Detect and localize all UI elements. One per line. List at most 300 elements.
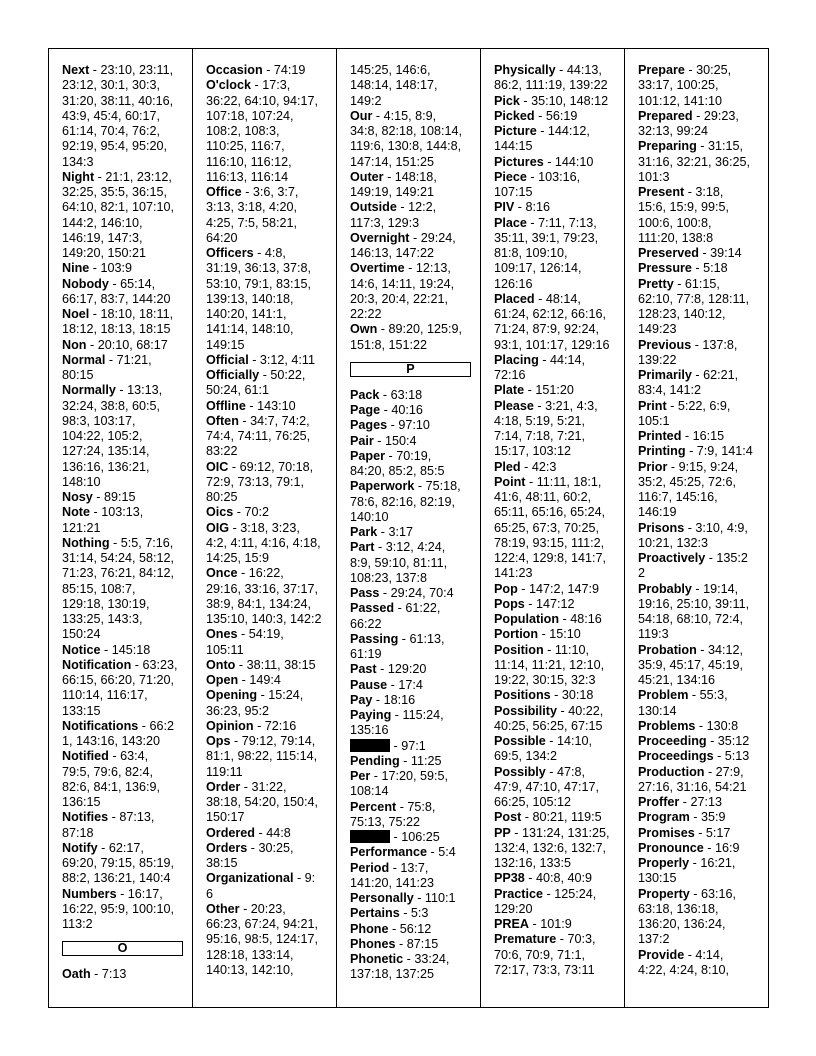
index-term: Possibly bbox=[494, 764, 546, 779]
index-term: Positions bbox=[494, 688, 551, 703]
page-references: 34:7, 74:2, 74:4, 74:11, 76:25, 83:22 bbox=[206, 413, 311, 459]
page-references: 21:1, 23:12, 32:25, 35:5, 36:15, 64:10, 82:1, 107:10, 144:2, 146:10, 146:19, 147:3, 149:20, 150:21 bbox=[62, 169, 175, 260]
page-references: 38:11, 38:15 bbox=[246, 657, 316, 672]
page-references: 40:22, 40:25, 56:25, 67:15 bbox=[494, 703, 604, 733]
index-entry: Printing - 7:9, 141:4 bbox=[638, 444, 753, 459]
index-entry: Period - 13:7, 141:20, 141:23 bbox=[350, 860, 435, 890]
page-references: 11:11, 18:1, 41:6, 48:11, 60:2, 65:11, 65:16, 65:24, 65:25, 67:3, 70:25, 78:19, 93:15, 111:2, 122:4, 129:8, 141:7, 141:23 bbox=[494, 474, 607, 581]
page-references: 20:10, 68:17 bbox=[97, 337, 168, 352]
index-entry: - 97:1 bbox=[350, 739, 480, 754]
page-references: 16:22, 29:16, 33:16, 37:17, 38:9, 84:1, 134:24, 135:10, 140:3, 142:2 bbox=[206, 566, 322, 626]
page-references: 18:10, 18:11, 18:12, 18:13, 18:15 bbox=[62, 307, 174, 337]
index-term: Pressure bbox=[638, 261, 692, 276]
page-references: 27:13 bbox=[690, 795, 723, 809]
index-entry: Passed - 61:22, 66:22 bbox=[350, 601, 441, 631]
index-entry: Point - 11:11, 18:1, 41:6, 48:11, 60:2, 65:11, 65:16, 65:24, 65:25, 67:3, 70:25, 78:19, 93:15, 111:2, 122:4, 129:8, 141:7, 141:23 bbox=[494, 474, 607, 581]
index-entry: Pack - 63:18 bbox=[350, 387, 423, 402]
index-entry: Nobody - 65:14, 66:17, 83:7, 144:20 bbox=[62, 276, 171, 306]
page-references: 4:8, 31:19, 36:13, 37:8, 53:10, 79:1, 83:15, 139:13, 140:18, 140:20, 141:1, 141:14, 148:10, 149:15 bbox=[206, 246, 312, 352]
page-references: 61:22, 66:22 bbox=[350, 601, 441, 631]
page-references: 34:12, 35:9, 45:17, 45:19, 45:21, 134:16 bbox=[638, 642, 744, 687]
index-term: Paying bbox=[350, 708, 392, 722]
index-entry: Pictures - 144:10 bbox=[494, 154, 594, 169]
page-references: 12:2, 117:3, 129:3 bbox=[350, 200, 437, 230]
page-references: 20:23, 66:23, 67:24, 94:21, 95:16, 98:5, 124:17, 128:18, 133:14, 140:13, 142:10, bbox=[206, 901, 319, 977]
index-term: Production bbox=[638, 764, 705, 779]
index-term: Pages bbox=[350, 418, 388, 433]
page-references: 71:21, 80:15 bbox=[62, 352, 152, 382]
index-entry: Position - 11:10, 11:14, 11:21, 12:10, 19:22, 30:15, 32:3 bbox=[494, 642, 605, 687]
page-references: 103:13, 121:21 bbox=[62, 505, 144, 535]
index-column bbox=[49, 49, 193, 1007]
index-term: Promises bbox=[638, 825, 695, 840]
page-references: 30:25, 38:15 bbox=[206, 840, 294, 870]
index-entry: Preserved - 39:14 bbox=[638, 246, 742, 260]
page-references: 106:25 bbox=[401, 830, 440, 844]
page-references: 3:18, 15:6, 15:9, 99:5, 100:6, 100:8, 111:20, 138:8 bbox=[638, 185, 730, 245]
index-term: Population bbox=[494, 612, 560, 626]
index-term: Personally bbox=[350, 891, 414, 905]
index-entry: Oath - 7:13 bbox=[62, 967, 127, 982]
index-term: Pending bbox=[350, 753, 400, 768]
page-references: 74:19 bbox=[273, 63, 306, 77]
index-entry: Onto - 38:11, 38:15 bbox=[206, 657, 316, 672]
index-entry: Own - 89:20, 125:9, 151:8, 151:22 bbox=[350, 322, 463, 352]
page-references: 50:22, 50:24, 61:1 bbox=[206, 368, 306, 398]
page-references: 35:12 bbox=[717, 734, 750, 748]
index-entry: Noel - 18:10, 18:11, 18:12, 18:13, 18:15 bbox=[62, 307, 174, 337]
index-term: Noel bbox=[62, 307, 90, 321]
index-term: Part bbox=[350, 540, 375, 555]
index-entry: Official - 3:12, 4:11 bbox=[206, 352, 315, 367]
index-entry: Proceedings - 5:13 bbox=[638, 749, 750, 764]
index-entry: O'clock - 17:3, 36:22, 64:10, 94:17, 107:18, 107:24, 108:2, 108:3, 110:25, 116:7, 116:10, 116:12, 116:13, 116:14 bbox=[206, 78, 319, 184]
index-term: Offline bbox=[206, 398, 246, 413]
page-references: 3:10, 4:9, 10:21, 132:3 bbox=[638, 520, 748, 550]
page-references: 4:15, 8:9, 34:8, 82:18, 108:14, 119:6, 130:8, 144:8, 147:14, 151:25 bbox=[350, 108, 463, 169]
index-entry: Printed - 16:15 bbox=[638, 429, 725, 443]
index-entry: Pick - 35:10, 148:12 bbox=[494, 93, 609, 108]
index-term: Officially bbox=[206, 368, 260, 382]
index-entry: Organizational - 9: 6 bbox=[206, 871, 316, 901]
page-references: 27:9, 27:16, 31:16, 54:21 bbox=[638, 764, 747, 794]
index-entry: Ones - 54:19, 105:11 bbox=[206, 627, 284, 657]
index-term: Non bbox=[62, 337, 87, 352]
index-term: Open bbox=[206, 673, 239, 687]
page-references: 17:20, 59:5, 108:14 bbox=[350, 769, 449, 799]
index-entry: Possibly - 47:8, 47:9, 47:10, 47:17, 66:25, 105:12 bbox=[494, 764, 600, 809]
index-column bbox=[481, 49, 625, 1007]
index-entry: Ops - 79:12, 79:14, 81:1, 98:22, 115:14, 119:11 bbox=[206, 734, 318, 779]
index-term: Plate bbox=[494, 383, 525, 398]
index-term: Own bbox=[350, 322, 378, 337]
index-term: Overtime bbox=[350, 261, 405, 276]
index-entry: Night - 21:1, 23:12, 32:25, 35:5, 36:15, 64:10, 82:1, 107:10, 144:2, 146:10, 146:19, 147:3, 149:20, 150:21 bbox=[62, 169, 175, 260]
page-references: 19:14, 19:16, 25:10, 39:11, 54:18, 68:10, 72:4, 119:3 bbox=[638, 581, 750, 642]
index-entry: - 106:25 bbox=[350, 830, 480, 845]
index-term: Notifications bbox=[62, 718, 139, 733]
page-references: 137:8, 139:22 bbox=[638, 337, 738, 367]
index-term: Property bbox=[638, 886, 690, 901]
index-entry: Picture - 144:12, 144:15 bbox=[494, 124, 590, 154]
page-references: 130:8 bbox=[706, 718, 739, 733]
index-entry: Paying - 115:24, 135:16 bbox=[350, 708, 444, 738]
index-term: Nothing bbox=[62, 535, 110, 550]
page-references: 145:25, 146:6, 148:14, 148:17, 149:2 bbox=[350, 63, 438, 108]
index-entry: Print - 5:22, 6:9, 105:1 bbox=[638, 398, 731, 428]
index-entry: Overtime - 12:13, 14:6, 14:11, 19:24, 20:3, 20:4, 22:21, 22:22 bbox=[350, 261, 455, 321]
index-term: Phones bbox=[350, 936, 396, 951]
page-references: 23:10, 23:11, 23:12, 30:1, 30:3, 31:20, 38:11, 40:16, 43:9, 45:4, 60:17, 61:14, 70:4, 76:2, 92:19, 95:4, 95:20, 134:3 bbox=[62, 63, 174, 169]
index-entry: Pages - 97:10 bbox=[350, 418, 430, 433]
page-references: 5:3 bbox=[410, 906, 429, 921]
index-entry: Notifications - 66:2 1, 143:16, 143:20 bbox=[62, 718, 174, 748]
index-term: Point bbox=[494, 474, 526, 489]
index-term: Numbers bbox=[62, 886, 117, 901]
index-term: Pops bbox=[494, 596, 525, 611]
page-references: 35:10, 148:12 bbox=[531, 93, 609, 108]
section-letter-header: P bbox=[350, 362, 471, 377]
page-references: 144:12, 144:15 bbox=[494, 124, 590, 154]
page-references: 30:18 bbox=[561, 688, 594, 703]
index-term: Pair bbox=[350, 433, 374, 448]
page-references: 5:22, 6:9, 105:1 bbox=[638, 398, 731, 428]
page-references: 87:13, 87:18 bbox=[62, 810, 155, 840]
index-term: Proffer bbox=[638, 795, 680, 809]
index-entry: Possible - 14:10, 69:5, 134:2 bbox=[494, 734, 593, 764]
index-entry: Proceeding - 35:12 bbox=[638, 734, 750, 748]
index-term: Onto bbox=[206, 657, 236, 672]
index-entry: Opinion - 72:16 bbox=[206, 718, 297, 733]
page-references: 3:12, 4:24, 8:9, 59:10, 81:11, 108:23, 137:8 bbox=[350, 540, 448, 585]
index-term: Probation bbox=[638, 642, 697, 657]
page-references: 48:16 bbox=[570, 612, 602, 626]
page-references: 131:24, 131:25, 132:4, 132:6, 132:7, 132:16, 133:5 bbox=[494, 825, 610, 870]
page-references: 79:12, 79:14, 81:1, 98:22, 115:14, 119:11 bbox=[206, 734, 318, 779]
page-references: 44:13, 86:2, 111:19, 139:22 bbox=[494, 63, 608, 93]
index-term: Notification bbox=[62, 657, 132, 672]
page-references: 13:13, 32:24, 38:8, 60:5, 98:3, 103:17, 104:22, 105:2, 127:24, 135:14, 136:16, 136:21, 148:10 bbox=[62, 383, 163, 489]
index-entry: Outside - 12:2, 117:3, 129:3 bbox=[350, 200, 437, 230]
index-entry: Notifies - 87:13, 87:18 bbox=[62, 810, 155, 840]
index-entry: Prepare - 30:25, 33:17, 100:25, 101:12, 141:10 bbox=[638, 63, 732, 108]
index-entry: Problems - 130:8 bbox=[638, 718, 739, 733]
page-references: 16:15 bbox=[692, 429, 725, 443]
index-term: Pretty bbox=[638, 276, 674, 291]
index-term: Nine bbox=[62, 261, 90, 276]
index-term: Prepared bbox=[638, 108, 693, 123]
index-term: Prior bbox=[638, 459, 668, 474]
page-references: 150:4 bbox=[385, 433, 417, 448]
index-entry: OIC - 69:12, 70:18, 72:9, 73:13, 79:1, 80:25 bbox=[206, 459, 314, 504]
page-references: 16:21, 130:15 bbox=[638, 856, 736, 886]
index-entry: Often - 34:7, 74:2, 74:4, 74:11, 76:25, 83:22 bbox=[206, 413, 311, 459]
page-references: 44:14, 72:16 bbox=[494, 352, 586, 382]
index-term: Often bbox=[206, 413, 239, 428]
page-references: 33:24, 137:18, 137:25 bbox=[350, 952, 450, 982]
index-entry bbox=[350, 63, 480, 109]
index-entry: Pressure - 5:18 bbox=[638, 261, 728, 276]
index-term: O'clock bbox=[206, 78, 251, 93]
index-entry: Officers - 4:8, 31:19, 36:13, 37:8, 53:10, 79:1, 83:15, 139:13, 140:18, 140:20, 141:1, 141:14, 148:10, 149:15 bbox=[206, 246, 312, 352]
page-references: 17:4 bbox=[398, 677, 423, 692]
index-entry: Overnight - 29:24, 146:13, 147:22 bbox=[350, 230, 456, 260]
page-references: 145:18 bbox=[111, 642, 151, 657]
redaction-bar bbox=[350, 739, 390, 752]
index-entry: Per - 17:20, 59:5, 108:14 bbox=[350, 769, 449, 799]
page-references: 101:9 bbox=[540, 917, 572, 931]
index-entry: Possibility - 40:22, 40:25, 56:25, 67:15 bbox=[494, 703, 604, 733]
index-term: Placed bbox=[494, 291, 535, 306]
index-term: Problem bbox=[638, 688, 689, 703]
index-entry: Placing - 44:14, 72:16 bbox=[494, 352, 586, 382]
index-term: Print bbox=[638, 398, 667, 413]
page-references: 13:7, 141:20, 141:23 bbox=[350, 860, 435, 890]
index-term: PP bbox=[494, 825, 511, 840]
page-references: 144:10 bbox=[554, 154, 594, 169]
index-entry: Provide - 4:14, 4:22, 4:24, 8:10, bbox=[638, 947, 730, 977]
index-term: Office bbox=[206, 185, 242, 199]
index-entry: Portion - 15:10 bbox=[494, 627, 581, 642]
page-references: 30:25, 33:17, 100:25, 101:12, 141:10 bbox=[638, 63, 732, 108]
index-entry: Previous - 137:8, 139:22 bbox=[638, 337, 738, 367]
index-term: Possible bbox=[494, 734, 546, 748]
index-entry: Notify - 62:17, 69:20, 79:15, 85:19, 88:2, 136:21, 140:4 bbox=[62, 840, 175, 886]
index-term: Past bbox=[350, 662, 377, 677]
index-entry: Property - 63:16, 63:18, 136:18, 136:20, 136:24, 137:2 bbox=[638, 886, 737, 947]
index-entry: PP - 131:24, 131:25, 132:4, 132:6, 132:7, 132:16, 133:5 bbox=[494, 825, 610, 870]
index-term: Our bbox=[350, 108, 373, 123]
index-term: Piece bbox=[494, 169, 527, 184]
index-term: Please bbox=[494, 398, 534, 413]
index-entry: Notified - 63:4, 79:5, 79:6, 82:4, 82:6, 84:1, 136:9, 136:15 bbox=[62, 749, 161, 809]
page-references: 63:4, 79:5, 79:6, 82:4, 82:6, 84:1, 136:9, 136:15 bbox=[62, 749, 161, 809]
page-references: 14:10, 69:5, 134:2 bbox=[494, 734, 593, 764]
index-entry: Paperwork - 75:18, 78:6, 82:16, 82:19, 140:10 bbox=[350, 479, 461, 524]
index-term: Official bbox=[206, 352, 249, 367]
index-entry: Place - 7:11, 7:13, 35:11, 39:1, 79:23, 81:8, 109:10, 109:17, 126:14, 126:16 bbox=[494, 215, 599, 291]
page-references: 5:17 bbox=[705, 825, 731, 840]
index-term: Period bbox=[350, 860, 390, 875]
index-entry: Non - 20:10, 68:17 bbox=[62, 337, 168, 352]
index-entry: Pretty - 61:15, 62:10, 77:8, 128:11, 128:23, 140:12, 149:23 bbox=[638, 276, 750, 337]
index-entry: Past - 129:20 bbox=[350, 662, 427, 677]
index-entry: Primarily - 62:21, 83:4, 141:2 bbox=[638, 368, 739, 398]
index-term: PIV bbox=[494, 200, 515, 215]
index-entry: Nothing - 5:5, 7:16, 31:14, 54:24, 58:12, 71:23, 76:21, 84:12, 85:15, 108:7, 129:18, 130:19, 133:25, 143:3, 150:24 bbox=[62, 535, 175, 642]
page-references: 40:16 bbox=[391, 403, 423, 417]
index-term: Once bbox=[206, 566, 238, 581]
index-term: Previous bbox=[638, 337, 692, 352]
index-term: Outer bbox=[350, 169, 384, 184]
index-entry: PREA - 101:9 bbox=[494, 917, 572, 931]
index-term: Preserved bbox=[638, 246, 699, 260]
index-term: Park bbox=[350, 525, 378, 539]
index-term: Page bbox=[350, 403, 381, 417]
index-term: Outside bbox=[350, 200, 397, 215]
index-term: PREA bbox=[494, 917, 529, 931]
page-references: 75:8, 75:13, 75:22 bbox=[350, 799, 436, 829]
index-term: OIG bbox=[206, 520, 230, 535]
index-term: Pack bbox=[350, 387, 380, 402]
index-entry: Premature - 70:3, 70:6, 70:9, 71:1, 72:17, 73:3, 73:11 bbox=[494, 932, 596, 977]
index-entry: Prepared - 29:23, 32:13, 99:24 bbox=[638, 108, 739, 138]
index-term: Placing bbox=[494, 352, 539, 367]
index-term: Pop bbox=[494, 581, 518, 596]
index-entry: Notification - 63:23, 66:15, 66:20, 71:20, 110:14, 116:17, 133:15 bbox=[62, 657, 178, 718]
page-references: 44:8 bbox=[266, 825, 291, 840]
page-references: 31:15, 31:16, 32:21, 36:25, 101:3 bbox=[638, 139, 751, 184]
index-entry: Ordered - 44:8 bbox=[206, 825, 291, 840]
index-entry: Prior - 9:15, 9:24, 35:2, 45:25, 72:6, 116:7, 145:16, 146:19 bbox=[638, 459, 739, 520]
index-term: Picked bbox=[494, 108, 535, 123]
index-term: Performance bbox=[350, 845, 427, 860]
index-term: Passing bbox=[350, 631, 399, 646]
index-term: Pertains bbox=[350, 906, 400, 921]
index-entry: Phones - 87:15 bbox=[350, 936, 439, 951]
index-entry: Practice - 125:24, 129:20 bbox=[494, 886, 597, 916]
index-entry: Passing - 61:13, 61:19 bbox=[350, 631, 445, 661]
index-term: Pick bbox=[494, 93, 520, 108]
index-term: Night bbox=[62, 169, 95, 184]
index-term: Primarily bbox=[638, 368, 692, 382]
index-term: Place bbox=[494, 215, 527, 230]
index-entry: Preparing - 31:15, 31:16, 32:21, 36:25, 101:3 bbox=[638, 139, 751, 184]
index-term: Picture bbox=[494, 124, 537, 138]
index-term: Position bbox=[494, 642, 544, 657]
index-entry: Pending - 11:25 bbox=[350, 753, 442, 768]
index-term: Probably bbox=[638, 581, 692, 596]
index-entry: Paper - 70:19, 84:20, 85:2, 85:5 bbox=[350, 448, 445, 478]
page-references: 8:16 bbox=[525, 200, 551, 215]
index-entry: Picked - 56:19 bbox=[494, 108, 578, 123]
index-term: Opinion bbox=[206, 718, 254, 733]
index-entry: Physically - 44:13, 86:2, 111:19, 139:22 bbox=[494, 63, 608, 93]
page-references: 135:2 2 bbox=[638, 551, 748, 581]
page-references: 63:16, 63:18, 136:18, 136:20, 136:24, 137:2 bbox=[638, 886, 737, 947]
page-references: 89:15 bbox=[104, 490, 136, 504]
page-references: 40:8, 40:9 bbox=[536, 871, 593, 886]
page-references: 5:13 bbox=[724, 749, 750, 764]
page-references: 29:24, 146:13, 147:22 bbox=[350, 230, 456, 260]
index-entry: Order - 31:22, 38:18, 54:20, 150:4, 150:17 bbox=[206, 779, 319, 825]
page-references: 9:15, 9:24, 35:2, 45:25, 72:6, 116:7, 145:16, 146:19 bbox=[638, 459, 739, 520]
page-references: 4:14, 4:22, 4:24, 8:10, bbox=[638, 947, 730, 977]
index-entry: Orders - 30:25, 38:15 bbox=[206, 840, 294, 870]
index-entry: Performance - 5:4 bbox=[350, 845, 456, 860]
index-term: Pause bbox=[350, 677, 388, 692]
page-references: 11:25 bbox=[410, 753, 442, 768]
index-term: Overnight bbox=[350, 230, 410, 245]
page-references: 54:19, 105:11 bbox=[206, 627, 284, 657]
index-entry: Percent - 75:8, 75:13, 75:22 bbox=[350, 799, 436, 829]
index-term: Proactively bbox=[638, 551, 706, 565]
page-references: 48:14, 61:24, 62:12, 66:16, 71:24, 87:9, 92:24, 93:1, 101:17, 129:16 bbox=[494, 291, 610, 352]
page-references: 3:17 bbox=[388, 525, 414, 539]
index-term: Properly bbox=[638, 856, 690, 870]
index-entry: PIV - 8:16 bbox=[494, 200, 551, 215]
index-term: Physically bbox=[494, 63, 556, 77]
index-term: Notified bbox=[62, 749, 109, 764]
redaction-bar bbox=[350, 830, 390, 843]
index-entry: Note - 103:13, 121:21 bbox=[62, 505, 144, 535]
page-references: 97:1 bbox=[401, 738, 426, 753]
page-references: 62:17, 69:20, 79:15, 85:19, 88:2, 136:21, 140:4 bbox=[62, 840, 175, 886]
index-term: Paper bbox=[350, 448, 386, 463]
index-entry: Officially - 50:22, 50:24, 61:1 bbox=[206, 368, 306, 398]
index-column bbox=[193, 49, 337, 1007]
page-references: 61:15, 62:10, 77:8, 128:11, 128:23, 140:12, 149:23 bbox=[638, 276, 750, 337]
index-term: Officers bbox=[206, 246, 254, 260]
index-term: Organizational bbox=[206, 871, 294, 886]
page-references: 151:20 bbox=[535, 383, 574, 398]
page-references: 47:8, 47:9, 47:10, 47:17, 66:25, 105:12 bbox=[494, 764, 600, 809]
index-term: Pictures bbox=[494, 154, 544, 169]
index-entry: Outer - 148:18, 149:19, 149:21 bbox=[350, 169, 437, 199]
index-entry: Pay - 18:16 bbox=[350, 692, 416, 707]
index-entry: Problem - 55:3, 130:14 bbox=[638, 688, 728, 718]
index-term: Practice bbox=[494, 886, 544, 901]
index-term: Ops bbox=[206, 734, 231, 748]
index-term: Occasion bbox=[206, 63, 263, 77]
page-references: 7:9, 141:4 bbox=[696, 444, 753, 459]
page-references: 3:6, 3:7, 3:13, 3:18, 4:20, 4:25, 7:5, 58:21, 64:20 bbox=[206, 185, 299, 245]
index-entry: Production - 27:9, 27:16, 31:16, 54:21 bbox=[638, 764, 747, 794]
index-term: Post bbox=[494, 810, 522, 825]
index-entry: Personally - 110:1 bbox=[350, 891, 456, 905]
index-term: Per bbox=[350, 769, 371, 783]
page-references: 7:11, 7:13, 35:11, 39:1, 79:23, 81:8, 109:10, 109:17, 126:14, 126:16 bbox=[494, 215, 599, 291]
index-term: Normally bbox=[62, 383, 116, 398]
index-entry: Piece - 103:16, 107:15 bbox=[494, 169, 581, 199]
page-references: 16:17, 16:22, 95:9, 100:10, 113:2 bbox=[62, 886, 175, 931]
page-references: 69:12, 70:18, 72:9, 73:13, 79:1, 80:25 bbox=[206, 459, 314, 504]
index-entry: Page - 40:16 bbox=[350, 403, 423, 417]
page-references: 147:12 bbox=[536, 596, 575, 611]
index-term: Nobody bbox=[62, 276, 109, 291]
index-term: Notify bbox=[62, 840, 98, 855]
index-entry: Probation - 34:12, 35:9, 45:17, 45:19, 45:21, 134:16 bbox=[638, 642, 744, 687]
index-term: Nosy bbox=[62, 490, 93, 504]
index-entry: Opening - 15:24, 36:23, 95:2 bbox=[206, 688, 304, 718]
page-references: 29:23, 32:13, 99:24 bbox=[638, 108, 739, 138]
page-references: 42:3 bbox=[531, 459, 557, 474]
page-references: 72:16 bbox=[264, 718, 297, 733]
index-term: Opening bbox=[206, 688, 258, 703]
page-references: 70:3, 70:6, 70:9, 71:1, 72:17, 73:3, 73:11 bbox=[494, 932, 596, 977]
index-entry: Promises - 5:17 bbox=[638, 825, 731, 840]
index-term: Oics bbox=[206, 505, 234, 520]
page-references: 103:16, 107:15 bbox=[494, 169, 581, 199]
page-references: 5:18 bbox=[703, 261, 728, 276]
index-term: Pled bbox=[494, 459, 521, 474]
index-entry: Placed - 48:14, 61:24, 62:12, 66:16, 71:24, 87:9, 92:24, 93:1, 101:17, 129:16 bbox=[494, 291, 610, 352]
index-term: Ones bbox=[206, 627, 238, 642]
index-term: Note bbox=[62, 505, 90, 520]
index-entry: Please - 3:21, 4:3, 4:18, 5:19, 5:21, 7:14, 7:18, 7:21, 15:17, 103:12 bbox=[494, 398, 598, 459]
page-references: 5:4 bbox=[438, 845, 456, 860]
index-entry: Post - 80:21, 119:5 bbox=[494, 810, 602, 825]
section-letter-header: O bbox=[62, 941, 183, 956]
index-term: Notifies bbox=[62, 810, 109, 825]
page-references: 39:14 bbox=[710, 246, 742, 260]
index-term: Provide bbox=[638, 947, 685, 962]
index-term: Paperwork bbox=[350, 479, 415, 494]
index-term: Next bbox=[62, 63, 90, 77]
index-term: Prepare bbox=[638, 63, 685, 77]
index-entry: Positions - 30:18 bbox=[494, 688, 594, 703]
index-column bbox=[625, 49, 767, 1007]
